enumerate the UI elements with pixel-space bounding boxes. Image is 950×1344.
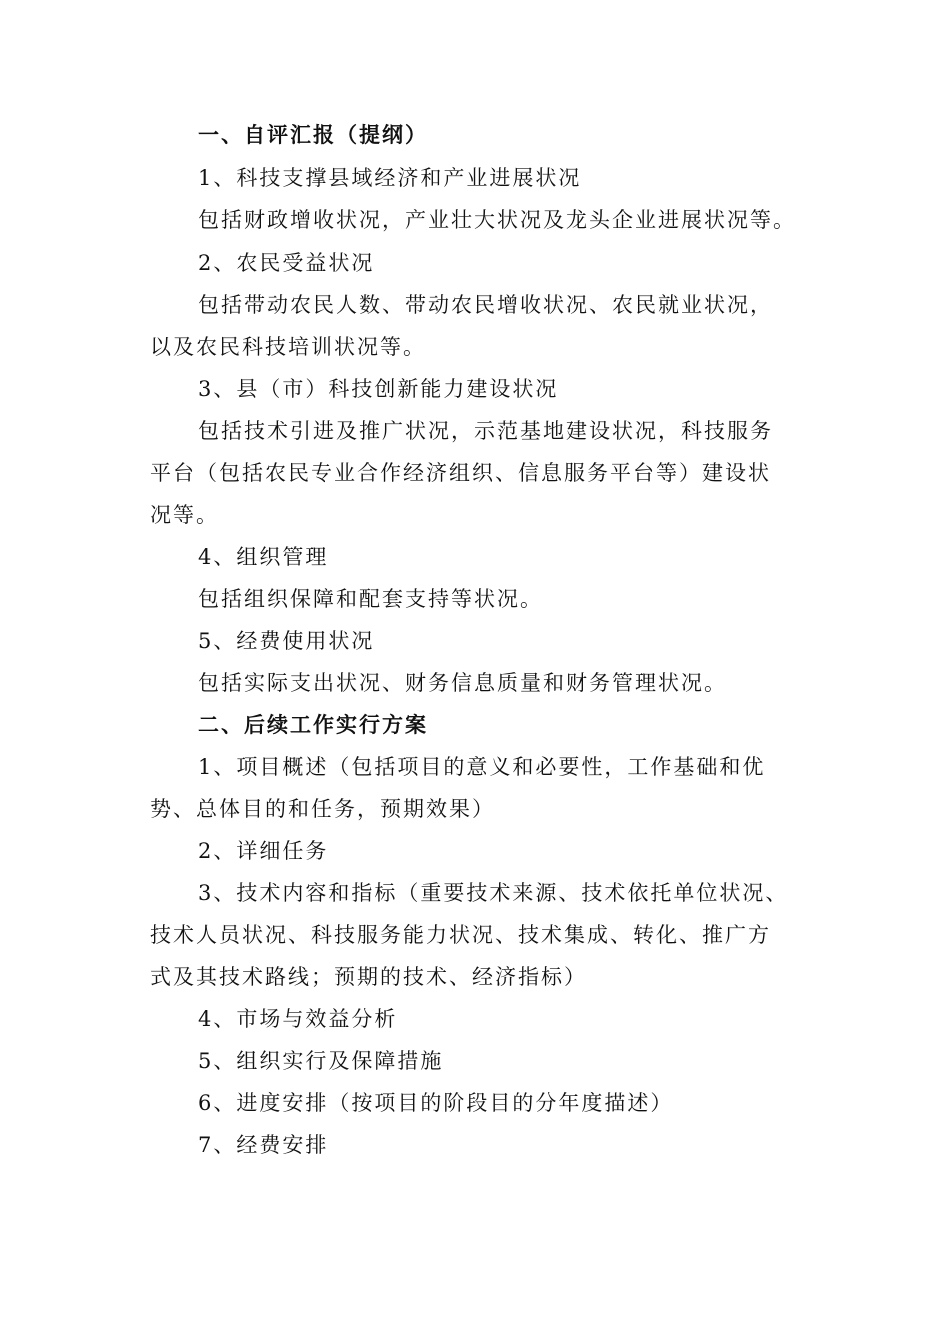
item-description: 包括带动农民人数、带动农民增收状况、农民就业状况， <box>198 293 773 317</box>
plan-item: 3、技术内容和指标（重要技术来源、技术依托单位状况、 <box>198 881 789 905</box>
item-title: 3、县（市）科技创新能力建设状况 <box>198 377 559 401</box>
section-heading-self-evaluation: 一、自评汇报（提纲） <box>198 122 428 147</box>
item-description: 以及农民科技培训状况等。 <box>150 335 426 359</box>
item-description: 包括实际支出状况、财务信息质量和财务管理状况。 <box>198 671 727 695</box>
item-description: 况等。 <box>150 503 219 527</box>
item-description: 包括组织保障和配套支持等状况。 <box>198 587 543 611</box>
plan-item: 4、市场与效益分析 <box>198 1007 398 1031</box>
section-heading-follow-up-plan: 二、后续工作实行方案 <box>198 712 428 737</box>
plan-item: 6、进度安排（按项目的阶段目的分年度描述） <box>198 1091 674 1115</box>
plan-item: 势、总体目的和任务，预期效果） <box>150 797 495 821</box>
plan-item: 5、组织实行及保障措施 <box>198 1049 444 1073</box>
item-description: 包括技术引进及推广状况，示范基地建设状况，科技服务 <box>198 419 773 443</box>
item-title: 4、组织管理 <box>198 545 329 569</box>
item-title: 5、经费使用状况 <box>198 629 375 653</box>
item-description: 包括财政增收状况，产业壮大状况及龙头企业进展状况等。 <box>198 208 796 232</box>
item-title: 1、科技支撑县域经济和产业进展状况 <box>198 166 582 190</box>
plan-item: 2、详细任务 <box>198 839 329 863</box>
item-title: 2、农民受益状况 <box>198 251 375 275</box>
plan-item: 1、项目概述（包括项目的意义和必要性，工作基础和优 <box>198 755 766 779</box>
plan-item: 技术人员状况、科技服务能力状况、技术集成、转化、推广方 <box>150 923 771 947</box>
plan-item: 7、经费安排 <box>198 1133 329 1157</box>
item-description: 平台（包括农民专业合作经济组织、信息服务平台等）建设状 <box>150 461 771 485</box>
plan-item: 式及其技术路线；预期的技术、经济指标） <box>150 965 587 989</box>
